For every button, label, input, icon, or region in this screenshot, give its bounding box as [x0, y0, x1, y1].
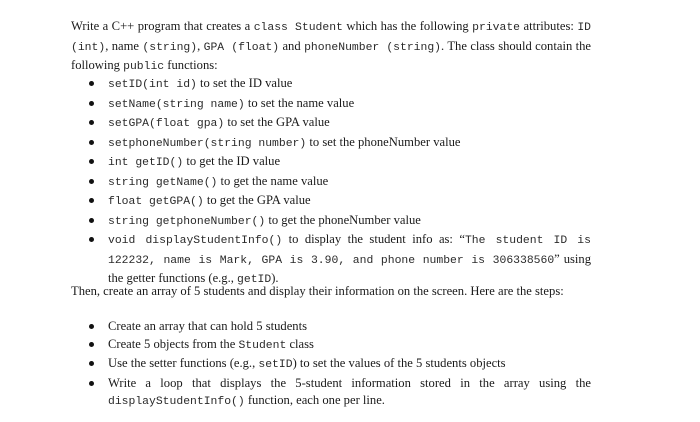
bullet-icon	[89, 159, 94, 164]
bullet-icon	[89, 361, 94, 366]
function-signature: string getphoneNumber()	[108, 215, 266, 228]
step-text-end: class	[286, 336, 314, 351]
bullet-icon	[89, 81, 94, 86]
bullet-icon	[89, 198, 94, 203]
intro-code-string: (string)	[142, 41, 198, 54]
step-text: Create 5 objects from the	[108, 336, 239, 351]
function-description: to get the phoneNumber value	[265, 212, 421, 227]
function-list	[85, 75, 591, 290]
bullet-icon	[89, 237, 94, 242]
intro-text-1: Write a C++ program that creates a	[71, 19, 254, 33]
bullet-icon	[89, 218, 94, 223]
function-description: to display the student info as: “	[282, 232, 465, 246]
function-signature: setphoneNumber(string number)	[108, 137, 307, 150]
intro-text-8: functions:	[164, 58, 218, 72]
bullet-icon	[89, 120, 94, 125]
intro-text-4: , name	[105, 38, 143, 53]
step-code: displayStudentInfo()	[108, 396, 245, 408]
intro-text-2: which has the following	[342, 19, 473, 33]
steps-list	[85, 318, 591, 412]
intro-code-public: public	[123, 61, 165, 73]
function-signature: float getGPA()	[108, 196, 204, 208]
intro-paragraph	[71, 18, 591, 77]
function-signature: int getID()	[108, 157, 184, 169]
function-signature: string getName()	[108, 176, 218, 189]
bullet-icon	[89, 381, 94, 386]
function-description: to set the name value	[244, 95, 355, 110]
steps-intro-paragraph: Then, create an array of 5 students and display their information on the screen. Here are the steps:	[71, 284, 564, 298]
function-description: to set the phoneNumber value	[306, 134, 461, 149]
function-signature: setGPA(float gpa)	[108, 118, 225, 130]
intro-code-class-student: class Student	[253, 22, 343, 34]
list-item	[85, 134, 591, 154]
step-text: Write a loop that displays the 5-student information stored in the array using the	[108, 375, 591, 390]
function-description: to get the ID value	[183, 154, 281, 168]
intro-code-private: private	[472, 22, 521, 34]
list-item	[85, 173, 591, 193]
intro-text-3: attributes:	[520, 19, 578, 33]
step-code: setID	[258, 359, 293, 371]
bullet-icon	[89, 101, 94, 106]
function-description-end: ).	[271, 271, 279, 285]
list-item	[85, 192, 591, 212]
list-item	[85, 114, 591, 134]
intro-code-gpa: GPA (float)	[203, 41, 280, 54]
function-description: to set the ID value	[196, 76, 293, 90]
step-text-end: function, each one per line.	[244, 393, 385, 407]
sample-output-text: The student ID is 122232, name is Mark, GPA is 3.90, and phone number is 306338560	[108, 235, 591, 267]
list-item	[85, 231, 591, 290]
step-code: Student	[238, 339, 287, 352]
list-item	[85, 212, 591, 232]
list-item	[85, 153, 591, 173]
list-item	[85, 95, 591, 115]
function-signature: setID(int id)	[108, 79, 197, 91]
intro-text-5: ,	[197, 38, 204, 53]
function-description: to get the GPA value	[203, 193, 311, 207]
step-text: Create an array that can hold 5 students	[108, 319, 307, 333]
list-item	[85, 75, 591, 95]
bullet-icon	[89, 140, 94, 145]
step-text-end: ) to set the values of the 5 students objects	[292, 356, 506, 370]
step-text: Use the setter functions (e.g.,	[108, 356, 259, 370]
list-item	[85, 336, 591, 356]
bullet-icon	[89, 179, 94, 184]
function-signature: void displayStudentInfo()	[108, 235, 283, 247]
bullet-icon	[89, 324, 94, 329]
list-item	[85, 318, 591, 336]
function-description: to get the name value	[217, 173, 329, 188]
intro-code-phone: phoneNumber (string)	[304, 41, 442, 54]
list-item	[85, 355, 591, 375]
intro-code-id: ID (int)	[71, 22, 591, 54]
function-description: to set the GPA value	[224, 115, 330, 129]
intro-text-6: and	[279, 38, 305, 53]
bullet-icon	[89, 342, 94, 347]
function-signature: setName(string name)	[108, 98, 245, 111]
function-description-cont: ” using the getter functions (e.g.,	[108, 251, 591, 285]
intro-text-7: . The class should contain the following	[71, 38, 592, 72]
getter-example-code: getID	[237, 274, 272, 286]
list-item	[85, 375, 591, 412]
